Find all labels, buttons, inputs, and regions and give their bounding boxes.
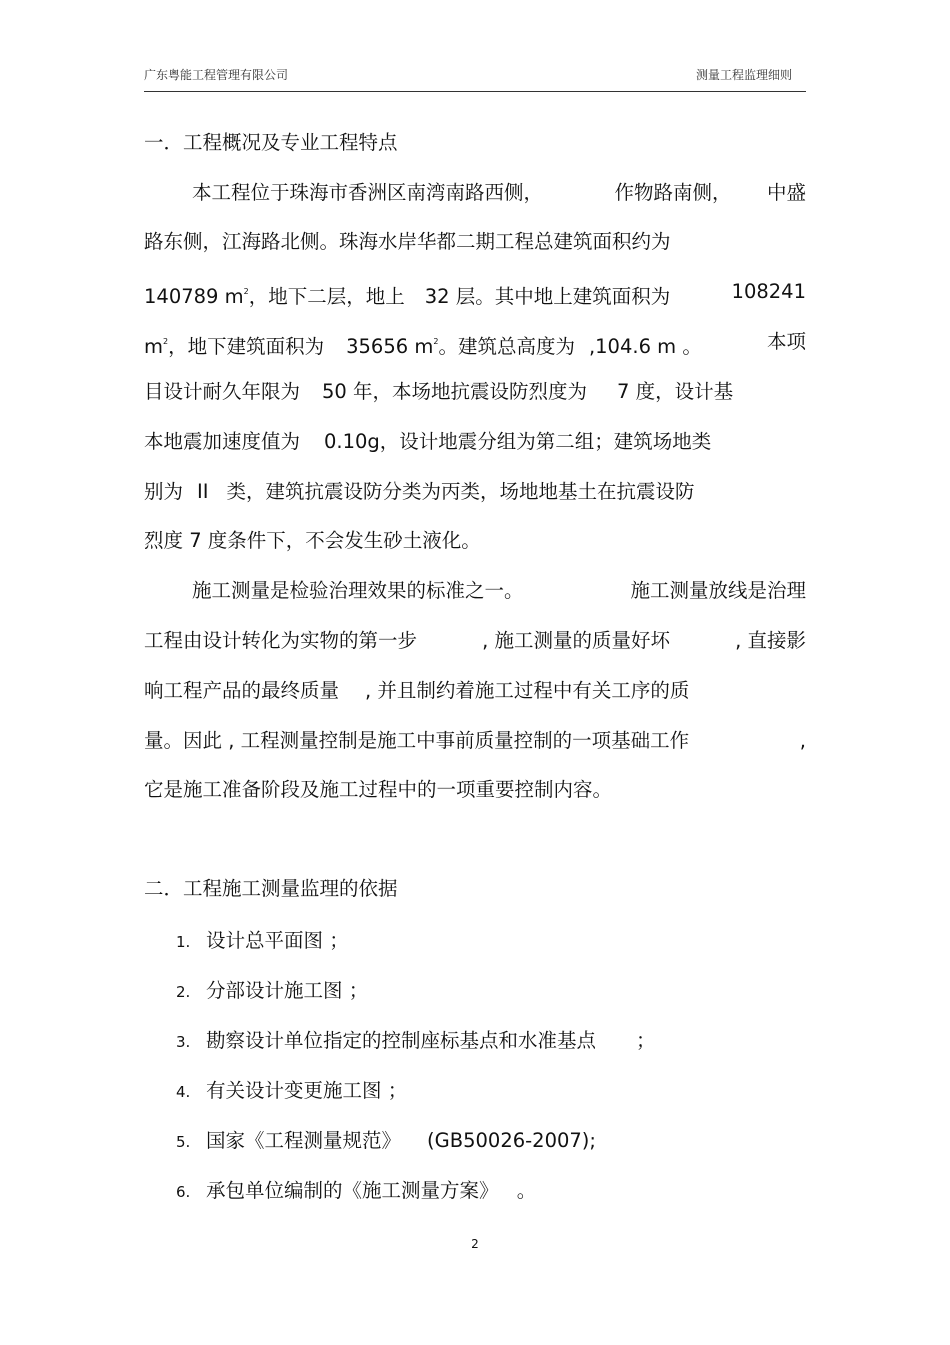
area-total: 140789 m	[144, 285, 244, 308]
para1-line2: 路东侧，江海路北侧。珠海水岸华都二期工程总建筑面积约为	[144, 230, 671, 253]
para1-text: 类，建筑抗震设防分类为丙类，场地地基土在抗震设防	[226, 480, 695, 503]
squared-sup: 2	[433, 337, 439, 346]
item-text: 承包单位编制的《施工测量方案》	[206, 1179, 489, 1202]
para1-line1	[192, 180, 806, 206]
para1-text: ，地下建筑面积为	[168, 335, 325, 358]
para1-text: 本地震加速度值为	[144, 430, 301, 453]
page-header	[144, 66, 806, 88]
page-number: 2	[471, 1237, 479, 1251]
para1-line5	[144, 379, 806, 405]
para2-text: , 直接影	[735, 629, 806, 652]
item-number: 6.	[176, 1183, 191, 1201]
para2-text: ,	[799, 729, 806, 752]
item-number: 5.	[176, 1133, 191, 1151]
para1-text: 本工程位于珠海市香洲区南湾南路西侧，	[192, 181, 544, 204]
squared-sup: 2	[243, 287, 249, 296]
para2-line2	[144, 628, 806, 654]
item-text: 勘察设计单位指定的控制座标基点和水准基点	[206, 1029, 597, 1052]
para2-line3	[144, 678, 689, 704]
para2-text: 施工测量放线是治理	[630, 579, 806, 602]
header-company: 广东粤能工程管理有限公司	[144, 68, 289, 82]
para1-text: 本项	[766, 330, 806, 353]
para1-line8: 烈度 7 度条件下，不会发生砂土液化。	[144, 529, 481, 552]
para1-text: 7 度，设计基	[617, 380, 734, 403]
para2-text: 响工程产品的最终质量	[144, 679, 340, 702]
section2-heading: 二．工程施工测量监理的依据	[144, 877, 398, 900]
basis-item	[176, 1128, 596, 1155]
squared-sup: 2	[163, 337, 169, 346]
item-text: 分部设计施工图 ；	[206, 979, 369, 1002]
basis-item	[176, 1078, 407, 1105]
para1-text: ，地下二层，地上	[248, 285, 405, 308]
item-number: 1.	[176, 933, 191, 951]
item-number: 3.	[176, 1033, 191, 1051]
area-above: 108241	[731, 280, 806, 303]
para2-line4	[144, 728, 806, 754]
basis-item	[176, 1028, 656, 1055]
item-number: 4.	[176, 1083, 191, 1101]
basis-item	[176, 928, 349, 955]
section1-heading: 一．工程概况及专业工程特点	[144, 131, 398, 154]
para2-text: , 施工测量的质量好坏	[482, 629, 670, 652]
item-number: 2.	[176, 983, 191, 1001]
para1-line6	[144, 429, 711, 455]
basis-item	[176, 1178, 536, 1205]
para1-line7	[144, 479, 695, 505]
para2-text: 施工测量是检验治理效果的标准之一。	[192, 579, 524, 602]
building-height: ,104.6 m 。	[588, 335, 702, 358]
header-divider	[144, 91, 806, 92]
item-tail: ；	[636, 1029, 656, 1052]
para1-text: 目设计耐久年限为	[144, 380, 301, 403]
para1-text: 作物路南侧，	[614, 181, 732, 204]
unit-m: m	[144, 335, 163, 358]
basis-item	[176, 978, 368, 1005]
para1-line4	[144, 329, 806, 360]
item-tail: 。	[516, 1179, 537, 1202]
site-class: II	[197, 480, 209, 503]
item-text: 国家《工程测量规范》	[206, 1129, 402, 1152]
item-text: 有关设计变更施工图 ；	[206, 1079, 408, 1102]
para1-text: 中盛	[766, 181, 806, 204]
para2-line1	[192, 578, 806, 604]
para1-text: 50 年，本场地抗震设防烈度为	[322, 380, 588, 403]
para2-text: 工程由设计转化为实物的第一步	[144, 629, 418, 652]
para1-text: 32 层。其中地上建筑面积为	[424, 285, 671, 308]
para1-line3	[144, 279, 806, 310]
header-doc-title: 测量工程监理细则	[695, 68, 792, 82]
para2-text: , 并且制约着施工过程中有关工序的质	[365, 679, 690, 702]
para2-text: 量。因此 , 工程测量控制是施工中事前质量控制的一项基础工作	[144, 729, 690, 752]
para2-line5: 它是施工准备阶段及施工过程中的一项重要控制内容。	[144, 778, 613, 801]
item-text: 设计总平面图 ；	[206, 929, 349, 952]
area-below: 35656 m	[346, 335, 434, 358]
item-tail: (GB50026-2007);	[427, 1129, 596, 1152]
para1-text: 别为	[144, 480, 184, 503]
para1-text: 。建筑总高度为	[438, 335, 575, 358]
para1-text: 0.10g，设计地震分组为第二组；建筑场地类	[324, 430, 712, 453]
